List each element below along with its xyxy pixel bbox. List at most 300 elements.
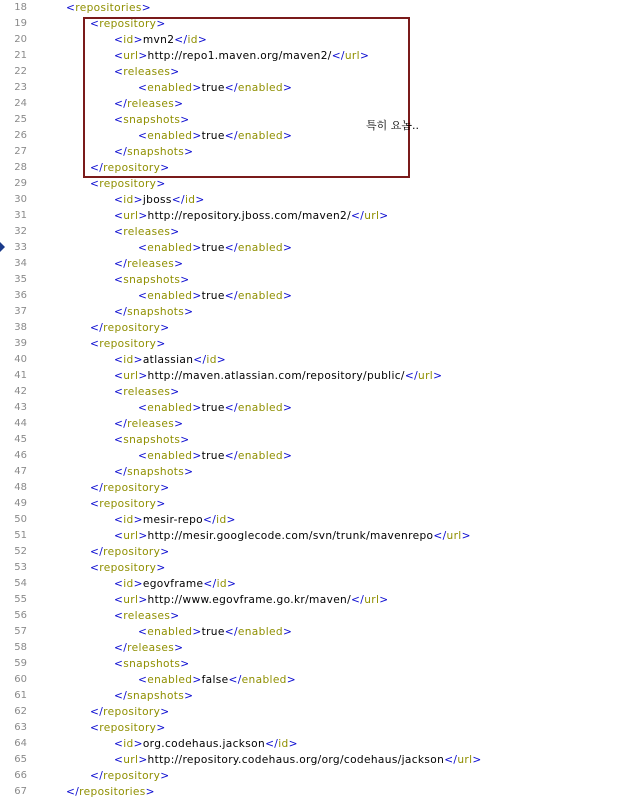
close-bracket: > [282,130,293,142]
element-value: jboss [142,194,172,206]
line-number: 58 [14,642,27,653]
tag-name: id [184,194,196,206]
open-bracket: < [114,594,124,606]
close-bracket: > [133,578,143,590]
code-text [114,512,236,528]
tag-name: enabled [147,402,193,414]
end-open-bracket: </ [114,642,128,654]
code-line[interactable] [0,400,626,416]
line-number: 27 [14,146,27,157]
close-bracket: > [156,338,166,350]
tag-name: url [123,530,139,542]
code-text [114,224,179,240]
line-number: 48 [14,482,27,493]
close-bracket: > [288,738,298,750]
tag-name: snapshots [127,146,185,158]
close-bracket: > [226,578,237,590]
line-number: 22 [14,66,27,77]
code-text [114,416,183,432]
code-text [114,256,183,272]
code-text [114,192,205,208]
tag-name: repository [99,338,157,350]
end-open-bracket: </ [224,450,238,462]
line-number: 37 [14,306,27,317]
code-line[interactable] [0,656,626,672]
close-bracket: > [133,738,143,750]
code-line[interactable] [0,368,626,384]
element-value: http://repo1.maven.org/maven2/ [147,50,332,62]
code-text [114,592,389,608]
end-open-bracket: </ [404,370,418,382]
open-bracket: < [90,338,100,350]
open-bracket: < [114,658,124,670]
element-value: mvn2 [142,34,175,46]
end-open-bracket: </ [90,322,104,334]
code-line[interactable] [0,672,626,688]
close-bracket: > [379,210,389,222]
code-text [90,704,169,720]
code-text [114,352,226,368]
line-number: 28 [14,162,27,173]
code-line[interactable] [0,480,626,496]
tag-name: releases [123,610,171,622]
code-line[interactable] [0,528,626,544]
code-line[interactable] [0,320,626,336]
tag-name: id [216,578,227,590]
tag-name: enabled [147,674,193,686]
end-open-bracket: </ [351,594,365,606]
open-bracket: < [114,530,124,542]
line-number: 47 [14,466,27,477]
tag-name: repository [99,18,157,30]
element-value: true [201,290,225,302]
close-bracket: > [160,546,170,558]
tag-name: enabled [147,450,193,462]
annotation-text: 특히 요놈.. [366,119,419,132]
line-number: 38 [14,322,27,333]
code-text [114,208,389,224]
end-open-bracket: </ [193,354,207,366]
line-number: 57 [14,626,27,637]
close-bracket: > [180,274,190,286]
line-number: 67 [14,786,27,797]
tag-name: releases [123,226,171,238]
code-line[interactable] [0,288,626,304]
close-bracket: > [216,354,227,366]
code-text [114,368,442,384]
open-bracket: < [90,562,100,574]
end-open-bracket: </ [171,194,185,206]
code-line[interactable] [0,384,626,400]
code-text [114,656,189,672]
element-value: true [201,82,225,94]
code-line[interactable] [0,784,626,800]
close-bracket: > [156,722,166,734]
end-open-bracket: </ [444,754,458,766]
line-number: 61 [14,690,27,701]
open-bracket: < [138,626,148,638]
close-bracket: > [156,178,166,190]
element-value: false [201,674,229,686]
close-bracket: > [195,194,205,206]
close-bracket: > [359,50,370,62]
close-bracket: > [170,226,180,238]
line-number: 50 [14,514,27,525]
element-value: egovframe [142,578,204,590]
close-bracket: > [282,82,293,94]
close-bracket: > [138,530,148,542]
code-text [114,608,179,624]
code-text [90,720,166,736]
tag-name: repository [103,770,161,782]
code-line[interactable] [0,432,626,448]
close-bracket: > [192,626,202,638]
tag-name: url [123,210,139,222]
line-number: 18 [14,2,27,13]
line-number: 51 [14,530,27,541]
tag-name: enabled [147,242,193,254]
line-number: 46 [14,450,27,461]
code-line[interactable] [0,0,626,16]
tag-name: id [187,34,198,46]
open-bracket: < [114,50,124,62]
tag-name: url [418,370,434,382]
line-number: 45 [14,434,27,445]
tag-name: enabled [237,242,283,254]
code-text [90,544,169,560]
end-open-bracket: </ [331,50,345,62]
close-bracket: > [160,162,170,174]
end-open-bracket: </ [224,290,238,302]
close-bracket: > [184,306,194,318]
close-bracket: > [192,402,202,414]
tag-name: repository [99,498,157,510]
line-number: 43 [14,402,27,413]
close-bracket: > [170,610,180,622]
tag-name: snapshots [127,306,185,318]
close-bracket: > [184,466,194,478]
code-text [114,464,193,480]
line-number: 62 [14,706,27,717]
tag-name: url [123,594,139,606]
close-bracket: > [184,146,194,158]
code-text [138,240,292,256]
close-bracket: > [192,242,202,254]
code-text [114,688,193,704]
end-open-bracket: </ [224,242,238,254]
tag-name: enabled [147,290,193,302]
open-bracket: < [114,210,124,222]
code-line[interactable] [0,608,626,624]
code-line[interactable] [0,560,626,576]
close-bracket: > [174,98,184,110]
tag-name: enabled [237,82,283,94]
close-bracket: > [192,674,202,686]
open-bracket: < [114,66,124,78]
line-number: 24 [14,98,27,109]
element-value: true [201,402,225,414]
tag-name: enabled [241,674,287,686]
open-bracket: < [90,722,100,734]
line-number: 40 [14,354,27,365]
code-text [114,528,471,544]
close-bracket: > [226,514,236,526]
open-bracket: < [114,738,124,750]
code-text [90,176,166,192]
close-bracket: > [282,626,293,638]
close-bracket: > [138,594,148,606]
tag-name: id [123,738,134,750]
code-line[interactable] [0,640,626,656]
end-open-bracket: </ [203,514,217,526]
tag-name: releases [127,642,175,654]
tag-name: id [123,514,134,526]
tag-name: repository [99,178,157,190]
tag-name: repository [103,546,161,558]
tag-name: releases [127,258,175,270]
tag-name: enabled [237,626,283,638]
line-number: 19 [14,18,27,29]
close-bracket: > [138,754,148,766]
line-number: 32 [14,226,27,237]
close-bracket: > [170,66,180,78]
end-open-bracket: </ [114,466,128,478]
open-bracket: < [90,18,100,30]
open-bracket: < [114,354,124,366]
code-line[interactable] [0,624,626,640]
close-bracket: > [180,434,190,446]
end-open-bracket: </ [114,258,128,270]
close-bracket: > [145,786,155,798]
close-bracket: > [160,322,170,334]
end-open-bracket: </ [224,626,238,638]
code-line[interactable] [0,512,626,528]
tag-name: releases [123,66,171,78]
code-text [114,752,482,768]
tag-name: enabled [237,290,283,302]
close-bracket: > [138,210,148,222]
close-bracket: > [133,514,143,526]
code-line[interactable] [0,592,626,608]
code-line[interactable] [0,544,626,560]
tag-name: repositories [79,786,146,798]
line-number: 52 [14,546,27,557]
close-bracket: > [282,450,293,462]
line-number: 33 [14,242,27,253]
code-text [114,272,189,288]
open-bracket: < [66,2,76,14]
end-open-bracket: </ [224,130,238,142]
element-value: http://repository.codehaus.org/org/codehaus/jackson [147,754,445,766]
line-number: 25 [14,114,27,125]
end-open-bracket: </ [114,306,128,318]
close-bracket: > [180,658,190,670]
close-bracket: > [174,418,184,430]
tag-name: snapshots [123,114,181,126]
end-open-bracket: </ [224,402,238,414]
line-number: 60 [14,674,27,685]
end-open-bracket: </ [114,690,128,702]
element-value: true [201,242,225,254]
close-bracket: > [192,290,202,302]
tag-name: enabled [237,402,283,414]
tag-name: enabled [147,130,193,142]
tag-name: id [123,354,134,366]
code-text [138,672,296,688]
element-value: org.codehaus.jackson [142,738,266,750]
line-number: 66 [14,770,27,781]
code-line[interactable] [0,576,626,592]
line-number: 49 [14,498,27,509]
line-number: 42 [14,386,27,397]
tag-name: repository [103,706,161,718]
code-text [138,624,292,640]
close-bracket: > [174,642,184,654]
line-number: 41 [14,370,27,381]
end-open-bracket: </ [90,770,104,782]
code-line[interactable] [0,736,626,752]
close-bracket: > [197,34,208,46]
tag-name: repositories [75,2,142,14]
code-line[interactable] [0,208,626,224]
line-number: 55 [14,594,27,605]
tag-name: url [457,754,473,766]
code-line[interactable] [0,464,626,480]
close-bracket: > [156,18,166,30]
code-text [114,736,298,752]
code-text [90,768,169,784]
code-line[interactable] [0,352,626,368]
tag-name: url [344,50,360,62]
open-bracket: < [114,274,124,286]
close-bracket: > [156,498,166,510]
code-text [138,400,292,416]
tag-name: repository [103,322,161,334]
end-open-bracket: </ [265,738,279,750]
close-bracket: > [286,674,296,686]
code-line[interactable] [0,448,626,464]
tag-name: enabled [147,626,193,638]
open-bracket: < [138,450,148,462]
code-line[interactable] [0,416,626,432]
close-bracket: > [180,114,190,126]
open-bracket: < [138,674,148,686]
element-value: http://www.egovframe.go.kr/maven/ [147,594,352,606]
tag-name: repository [99,562,157,574]
code-text [114,576,236,592]
end-open-bracket: </ [351,210,365,222]
open-bracket: < [138,130,148,142]
element-value: http://mesir.googlecode.com/svn/trunk/mavenrepo [147,530,434,542]
code-line[interactable] [0,304,626,320]
code-text [90,560,166,576]
close-bracket: > [379,594,389,606]
code-text [114,432,189,448]
line-number: 59 [14,658,27,669]
tag-name: repository [103,482,161,494]
tag-name: id [278,738,289,750]
end-open-bracket: </ [90,706,104,718]
element-value: atlassian [142,354,194,366]
code-line[interactable] [0,720,626,736]
code-line[interactable] [0,176,626,192]
close-bracket: > [156,562,166,574]
code-line[interactable] [0,192,626,208]
open-bracket: < [114,194,124,206]
code-text [66,784,155,800]
line-number: 26 [14,130,27,141]
line-number: 20 [14,34,27,45]
highlight-box [83,17,410,178]
element-value: mesir-repo [142,514,203,526]
open-bracket: < [90,498,100,510]
open-bracket: < [114,386,124,398]
code-text [90,320,169,336]
line-number: 36 [14,290,27,301]
code-line[interactable] [0,336,626,352]
tag-name: releases [123,386,171,398]
open-bracket: < [114,226,124,238]
line-number: 44 [14,418,27,429]
end-open-bracket: </ [114,418,128,430]
line-number: 23 [14,82,27,93]
code-text [90,496,166,512]
tag-name: id [123,578,134,590]
close-bracket: > [138,370,148,382]
code-line[interactable] [0,272,626,288]
tag-name: id [123,194,134,206]
code-line[interactable] [0,704,626,720]
code-line[interactable] [0,256,626,272]
code-text [114,384,179,400]
open-bracket: < [138,402,148,414]
code-text [90,336,166,352]
close-bracket: > [472,754,482,766]
open-bracket: < [114,370,124,382]
tag-name: url [123,50,139,62]
end-open-bracket: </ [90,162,104,174]
tag-name: enabled [147,82,193,94]
open-bracket: < [114,34,124,46]
code-line[interactable] [0,240,626,256]
tag-name: releases [127,98,175,110]
tag-name: enabled [237,130,283,142]
open-bracket: < [114,514,124,526]
code-line[interactable] [0,768,626,784]
close-bracket: > [461,530,471,542]
tag-name: snapshots [127,690,185,702]
close-bracket: > [133,194,143,206]
tag-name: snapshots [123,434,181,446]
end-open-bracket: </ [90,482,104,494]
end-open-bracket: </ [66,786,80,798]
end-open-bracket: </ [114,146,128,158]
code-line[interactable] [0,688,626,704]
code-line[interactable] [0,496,626,512]
tag-name: url [446,530,462,542]
code-text [66,0,151,16]
line-number: 34 [14,258,27,269]
close-bracket: > [160,770,170,782]
code-line[interactable] [0,752,626,768]
tag-name: snapshots [127,466,185,478]
close-bracket: > [184,690,194,702]
tag-name: enabled [237,450,283,462]
code-line[interactable] [0,224,626,240]
end-open-bracket: </ [174,34,188,46]
tag-name: id [216,514,227,526]
tag-name: repository [99,722,157,734]
